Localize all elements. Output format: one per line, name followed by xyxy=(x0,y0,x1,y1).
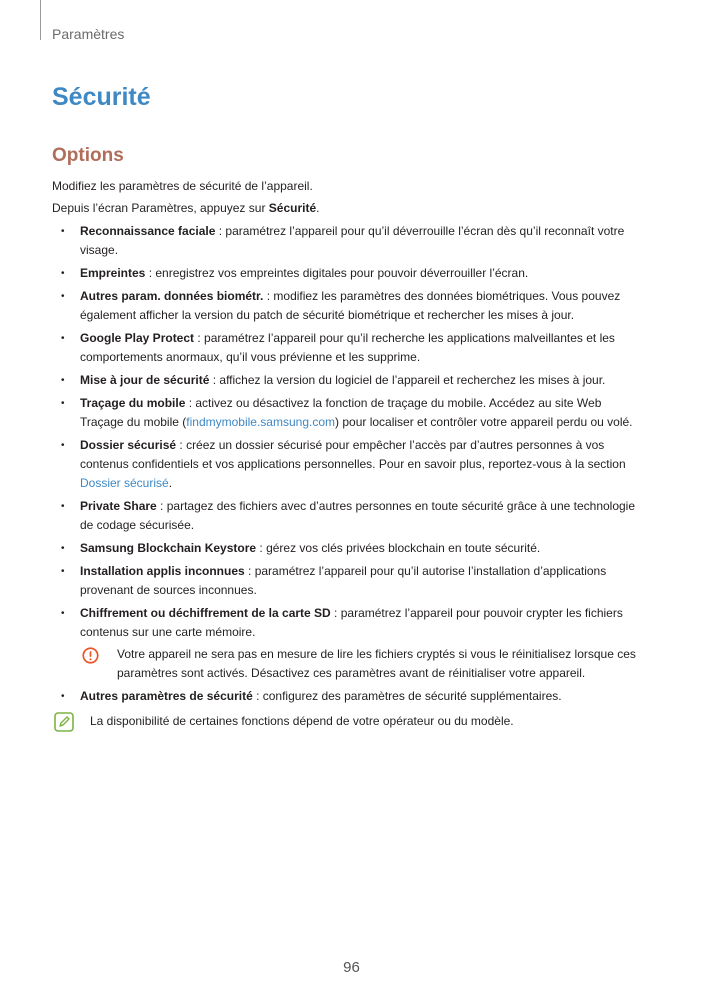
list-item xyxy=(52,687,647,706)
option-text: : partagez des fichiers avec d’autres personnes en toute sécurité grâce à une technologie de codage sécurisée. xyxy=(80,499,636,532)
section-title: Options xyxy=(52,145,124,166)
list-item xyxy=(52,562,647,600)
intro-suffix: . xyxy=(316,201,320,215)
option-term: Autres param. données biométr. xyxy=(80,289,264,303)
intro-line-1: Modifiez les paramètres de sécurité de l’appareil. xyxy=(52,179,313,193)
page-title: Sécurité xyxy=(52,83,151,111)
list-item xyxy=(52,329,647,367)
list-item xyxy=(52,394,647,432)
option-term: Empreintes xyxy=(80,266,146,280)
option-text: : configurez des paramètres de sécurité supplémentaires. xyxy=(252,689,562,703)
list-item xyxy=(52,287,647,325)
warning-text: Votre appareil ne sera pas en mesure de lire les fichiers cryptés si vous le réinitialisez lorsque ces paramètres sont activés. Désactivez ces paramètres avant de réinitialiser votre appareil. xyxy=(117,647,636,680)
list-item xyxy=(52,371,647,390)
header-divider xyxy=(40,0,41,40)
option-text: : affichez la version du logiciel de l’appareil et recherchez les mises à jour. xyxy=(209,373,606,387)
option-text: : paramétrez l’appareil pour qu’il recherche les applications malveillantes et les comportements anormaux, qu’il vous prévienne et les supprime. xyxy=(80,331,615,364)
option-term: Autres paramètres de sécurité xyxy=(80,689,253,703)
list-item xyxy=(52,539,647,558)
main-content xyxy=(52,177,647,731)
option-term: Chiffrement ou déchiffrement de la carte SD xyxy=(80,606,331,620)
option-term: Dossier sécurisé xyxy=(80,438,177,452)
option-text-after: . xyxy=(168,476,173,490)
intro-prefix: Depuis l’écran Paramètres, appuyez sur xyxy=(52,201,269,215)
list-item xyxy=(52,604,647,683)
option-text: : créez un dossier sécurisé pour empêcher l’accès par d’autres personnes à vos contenus confidentiels et vos applications personnelles. Pour en savoir plus, reportez-vous à la section xyxy=(80,438,626,471)
breadcrumb: Paramètres xyxy=(52,26,125,42)
option-term: Google Play Protect xyxy=(80,331,195,345)
list-item xyxy=(52,436,647,493)
list-item xyxy=(52,264,647,283)
warning-note xyxy=(80,645,647,683)
option-text: : paramétrez l’appareil pour qu’il déverrouille l’écran dès qu’il reconnaît votre visage. xyxy=(80,224,625,257)
option-term: Traçage du mobile xyxy=(80,396,186,410)
page-number: 96 xyxy=(343,959,360,976)
findmymobile-link[interactable]: findmymobile.samsung.com xyxy=(186,415,336,429)
list-item xyxy=(52,497,647,535)
intro-line-2 xyxy=(52,199,647,218)
option-term: Samsung Blockchain Keystore xyxy=(80,541,257,555)
intro-bold: Sécurité xyxy=(268,201,317,215)
note-pencil-icon xyxy=(54,712,74,732)
info-note xyxy=(52,712,647,731)
note-text: La disponibilité de certaines fonctions dépend de votre opérateur ou du modèle. xyxy=(90,714,514,728)
option-text: : activez ou désactivez la fonction de traçage du mobile. Accédez au site Web Traçage du mobile ( xyxy=(80,396,602,429)
option-text: : modifiez les paramètres des données biométriques. Vous pouvez également afficher la version du patch de sécurité biométrique et rechercher les mises à jour. xyxy=(80,289,621,322)
option-term: Installation applis inconnues xyxy=(80,564,245,578)
secure-folder-link[interactable]: Dossier sécurisé xyxy=(80,476,169,490)
option-text: : paramétrez l’appareil pour qu’il autorise l’installation d’applications provenant de sources inconnues. xyxy=(80,564,607,597)
option-term: Mise à jour de sécurité xyxy=(80,373,210,387)
option-text: : paramétrez l’appareil pour pouvoir crypter les fichiers contenus sur une carte mémoire. xyxy=(80,606,623,639)
option-text: : enregistrez vos empreintes digitales pour pouvoir déverrouiller l’écran. xyxy=(145,266,529,280)
option-text-after: ) pour localiser et contrôler votre appareil perdu ou volé. xyxy=(335,415,633,429)
list-item xyxy=(52,222,647,260)
warning-icon xyxy=(82,647,99,664)
options-list xyxy=(52,222,647,706)
option-text: : gérez vos clés privées blockchain en toute sécurité. xyxy=(256,541,541,555)
option-term: Private Share xyxy=(80,499,157,513)
option-term: Reconnaissance faciale xyxy=(80,224,216,238)
